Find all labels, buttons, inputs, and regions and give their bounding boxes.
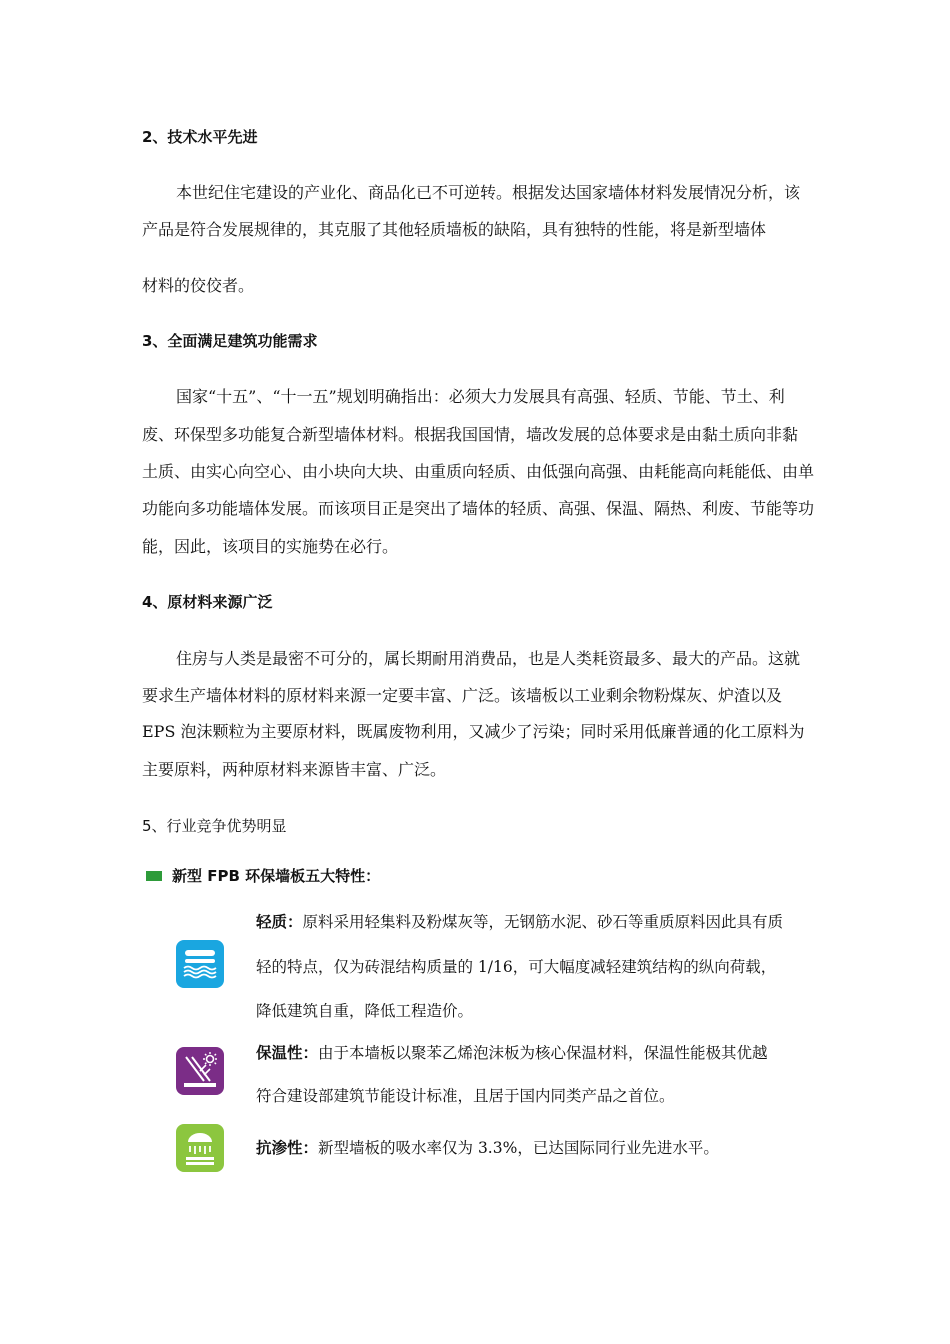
features-title: 新型 FPB 环保墙板五大特性： xyxy=(172,867,381,885)
paragraph-line: 废、环保型多功能复合新型墙体材料。根据我国国情，墙改发展的总体要求是由黏土质向非黏 xyxy=(142,425,799,444)
section-heading-5: 5、行业竞争优势明显 xyxy=(142,817,287,835)
paragraph-line: 要求生产墙体材料的原材料来源一定要丰富、广泛。该墙板以工业剩余物粉煤灰、炉渣以及 xyxy=(142,686,783,705)
feature-line: 符合建设部建筑节能设计标准，且居于国内同类产品之首位。 xyxy=(256,1087,675,1105)
feature-line xyxy=(256,1043,768,1063)
paragraph-line: EPS 泡沫颗粒为主要原材料，既属废物利用，又减少了污染；同时采用低廉普通的化工原料为 xyxy=(142,722,805,741)
section-heading-3: 3、全面满足建筑功能需求 xyxy=(142,332,318,350)
paragraph-line: 土质、由实心向空心、由小块向大块、由重质向轻质、由低强向高强、由耗能高向耗能低、由单 xyxy=(142,462,815,481)
feature-line xyxy=(256,1138,719,1158)
feature-line: 降低建筑自重，降低工程造价。 xyxy=(256,1002,474,1020)
feature-title-marker xyxy=(146,871,162,881)
insulation-icon xyxy=(176,1047,224,1095)
paragraph-line: 国家“十五”、“十一五”规划明确指出：必须大力发展具有高强、轻质、节能、节土、利 xyxy=(176,387,785,406)
feature-text: 原料采用轻集料及粉煤灰等，无钢筋水泥、砂石等重质原料因此具有质 xyxy=(302,913,784,931)
paragraph-line: 能，因此，该项目的实施势在必行。 xyxy=(142,537,399,556)
section-heading-2: 2、技术水平先进 xyxy=(142,128,258,146)
lightweight-icon xyxy=(176,940,224,988)
feature-text: 新型墙板的吸水率仅为 3.3%，已达国际同行业先进水平。 xyxy=(318,1139,719,1157)
feature-line: 轻的特点，仅为砖混结构质量的 1/16，可大幅度减轻建筑结构的纵向荷载， xyxy=(256,958,777,976)
paragraph-line: 材料的佼佼者。 xyxy=(142,276,255,295)
section-heading-4: 4、原材料来源广泛 xyxy=(142,593,273,611)
waterproof-icon xyxy=(176,1124,224,1172)
feature-label: 抗渗性： xyxy=(256,1139,319,1157)
paragraph-line: 产品是符合发展规律的，其克服了其他轻质墙板的缺陷，具有独特的性能，将是新型墙体 xyxy=(142,220,767,239)
feature-label: 轻质： xyxy=(256,913,303,931)
paragraph-line: 功能向多功能墙体发展。而该项目正是突出了墙体的轻质、高强、保温、隔热、利废、节能等功 xyxy=(142,499,815,518)
feature-label: 保温性： xyxy=(256,1044,319,1062)
paragraph-line: 住房与人类是最密不可分的，属长期耐用消费品，也是人类耗资最多、最大的产品。这就 xyxy=(176,649,801,668)
feature-text: 由于本墙板以聚苯乙烯泡沫板为核心保温材料，保温性能极其优越 xyxy=(318,1044,768,1062)
paragraph-line: 本世纪住宅建设的产业化、商品化已不可逆转。根据发达国家墙体材料发展情况分析，该 xyxy=(176,183,801,202)
paragraph-line: 主要原料，两种原材料来源皆丰富、广泛。 xyxy=(142,760,447,779)
feature-line xyxy=(256,912,783,932)
